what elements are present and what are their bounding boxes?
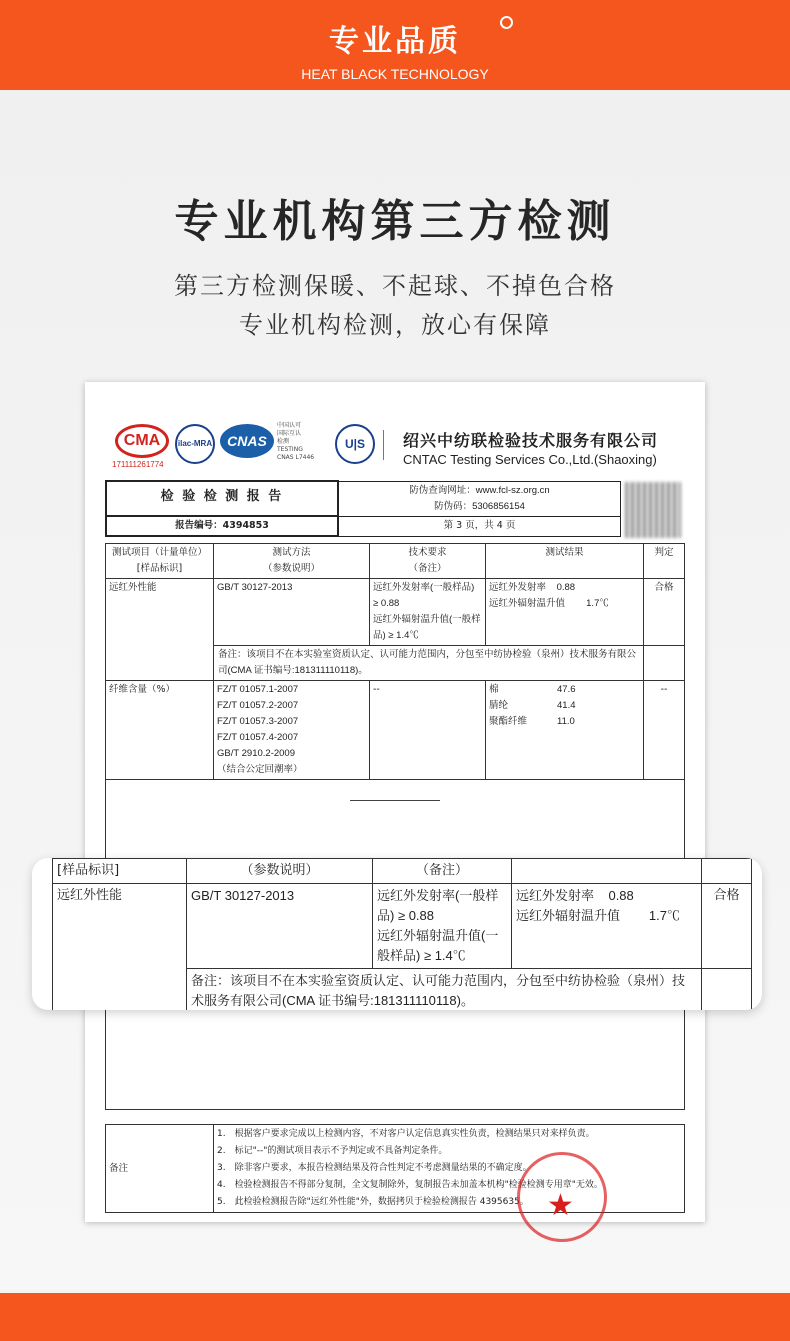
- separator-line: [350, 800, 440, 801]
- testing-services-logo: U|S: [335, 424, 375, 464]
- subheading-line-2: 专业机构检测，放心有保障: [239, 311, 551, 339]
- remark-item: 1. 根据客户要求完成以上检测内容，不对客户认定信息真实性负责，检测结果只对来样负责。: [217, 1129, 595, 1139]
- table-row: 纤维含量（%） FZ/T 01057.1-2007 FZ/T 01057.2-2007 FZ/T 01057.3-2007 FZ/T 01057.4-2007 GB/T 2910.2-2009 （结合公定回潮率） -- 棉 47.6 腈纶 41.4 聚酯纤维 11.0 --: [106, 681, 685, 780]
- subcontract-note: 备注：该项目不在本实验室资质认定、认可能力范围内，分包至中纺协检验（泉州）技术服务有限公司(CMA 证书编号:181311110118)。: [214, 646, 644, 681]
- remark-item: 4. 检验检测报告不得部分复制，全文复制除外，复制报告未加盖本机构"检验检测专用章"无效。: [217, 1180, 603, 1190]
- page-indicator: 第 3 页，共 4 页: [338, 516, 621, 536]
- company-name-en: CNTAC Testing Services Co.,Ltd.(Shaoxing): [403, 452, 657, 467]
- table-row: 远红外性能 GB/T 30127-2013 远红外发射率(一般样品) ≥ 0.88 远红外辐射温升值(一般样品) ≥ 1.4℃ 远红外发射率 0.88 远红外辐射温升值 1.7℃ 合格: [106, 579, 685, 646]
- ilac-mra-logo: ilac-MRA: [175, 424, 215, 464]
- remark-item: 5. 此检验检测报告除"远红外性能"外，数据拷贝于检验检测报告 4395635。: [217, 1197, 529, 1207]
- logo-divider: [383, 430, 384, 460]
- report-title: 检 验 检 测 报 告: [106, 481, 338, 516]
- page-heading: 专业机构第三方检测: [174, 196, 616, 247]
- subheading-line-1: 第三方检测保暖、不起球、不掉色合格: [174, 272, 616, 300]
- remarks-table: 备注 1. 根据客户要求完成以上检测内容，不对客户认定信息真实性负责，检测结果只对来样负责。 2. 标记"--"的测试项目表示不予判定或不具备判定条件。 3. 除非客户要求，本报告检测结果及符合性判定不考虑测量结果的不确定度。 4. 检验检测报告不得部分复制，全文复制除外，复制报告未加盖本机构"检验检测专用章"无效。 5. 此检验检测报告除"远红外性能"外，数据拷贝于检验检测报告 4395635。: [105, 1124, 685, 1213]
- degree-circle-icon: [500, 16, 513, 29]
- magnified-detail-card: [32, 858, 762, 1010]
- banner-title: 专业品质: [329, 24, 461, 59]
- report-header-table: [105, 480, 621, 537]
- top-banner: [0, 0, 790, 90]
- magnified-table: [样品标识] （参数说明） （备注） 远红外性能 GB/T 30127-2013 远红外发射率(一般样品) ≥ 0.88 远红外辐射温升值(一般样品) ≥ 1.4℃ 远红外发射率 0.88 远红外辐射温升值 1.7℃ 合格 备注：该项目不在本实验室资质认定、认可能力范围内，分包至中纺协检验（泉州）技术服务有限公司(CMA 证书编号:181311110118)。: [52, 858, 752, 1010]
- table-header-row: 测试项目（计量单位） [样品标识] 测试方法 （参数说明） 技术要求 （备注） 测试结果 判定: [106, 544, 685, 579]
- cnas-logo: CNAS: [220, 424, 274, 458]
- cma-number: 171111261774: [112, 460, 164, 469]
- results-table: [105, 543, 685, 1110]
- qr-code: [625, 482, 681, 538]
- seal-star-icon: ★: [547, 1188, 574, 1223]
- remark-item: 2. 标记"--"的测试项目表示不予判定或不具备判定条件。: [217, 1146, 448, 1156]
- verify-info: 防伪查询网址：www.fcl-sz.org.cn 防伪码：5306856154: [338, 481, 621, 516]
- cnas-note: 中国认可 国际互认 检测 TESTING CNAS L7446: [277, 422, 315, 461]
- cma-logo: CMA: [115, 424, 169, 458]
- company-name-cn: 绍兴中纺联检验技术服务有限公司: [403, 431, 659, 450]
- bottom-bar: [0, 1293, 790, 1341]
- report-number: 报告编号：4394853: [106, 516, 338, 536]
- remark-item: 3. 除非客户要求，本报告检测结果及符合性判定不考虑测量结果的不确定度。: [217, 1163, 532, 1173]
- banner-subtitle: HEAT BLACK TECHNOLOGY: [301, 66, 489, 82]
- test-report-paper: [85, 382, 705, 1222]
